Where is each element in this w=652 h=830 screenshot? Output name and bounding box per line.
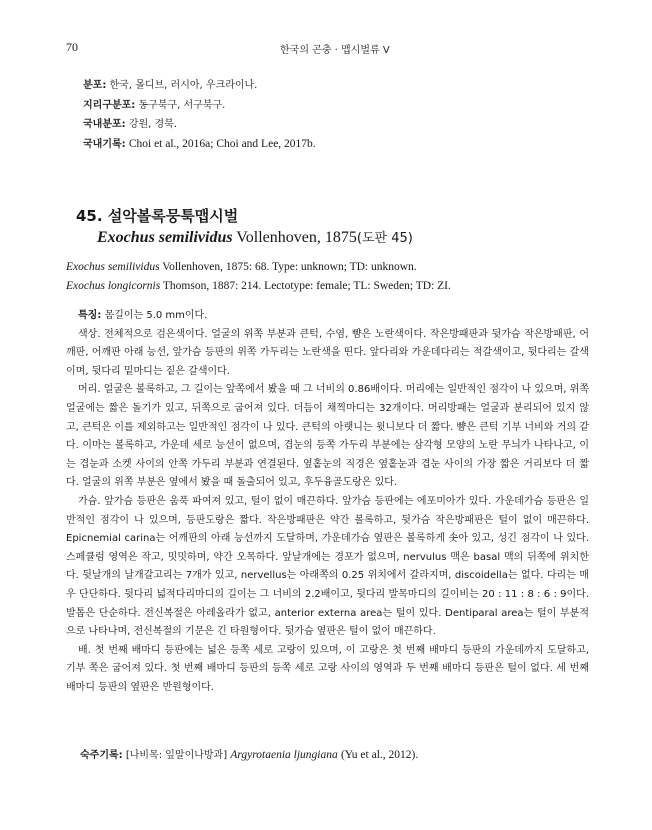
synonym-details: Vollenhoven, 1875: 68. Type: unknown; TD: unknown. xyxy=(159,261,417,273)
host-species: Argyrotaenia ljungiana xyxy=(230,749,338,761)
synonym-name: Exochus semilividus xyxy=(66,261,160,273)
synonym-details: Thomson, 1887: 214. Lectotype: female; TL: Sweden; TD: ZI. xyxy=(160,280,451,292)
species-korean-name: 설악볼록뭉툭맵시벌 xyxy=(107,207,239,225)
description-body xyxy=(66,307,589,697)
world-distribution-label: 분포: xyxy=(83,80,107,91)
zoogeographic-label: 지리구분포: xyxy=(83,99,136,111)
running-title: 한국의 곤충 · 맵시벌류 V xyxy=(280,45,390,56)
feature-value: 몸길이는 5.0 mm이다. xyxy=(101,310,208,321)
world-distribution xyxy=(83,76,316,96)
host-record xyxy=(80,746,418,761)
thorax-paragraph: 가슴. 앞가슴 등판은 움푹 파여져 있고, 털이 없이 매끈하다. 앞가슴 등판에는 에포미아가 있다. 가운데가슴 등판은 일반적인 점각이 나 있으며, 등판도랑은 짧다. 작은방패판은 약간 볼록하고, 뒷가슴 작은방패판은 털이 없이 매끈하다. Epicnemial carina는 어깨판의 아래 능선까지 도달하며, 가운데가슴 옆판은 볼록하게 솟아 있고, 성긴 점각이 나 있다. 스페큘럼 영역은 작고, 밋밋하며, 약간 오목하다. 앞날개에는 경포가 없으며, nervulus 맥은 basal 맥의 뒤쪽에 위치한다. 뒷날개의 날개갈고리는 7개가 있고, nervellus는 아래쪽의 0.25 위치에서 갈라지며, discoidella는 없다. 다리는 매우 단단하다. 뒷다리 넓적다리마디의 길이는 그 너비의 2.2배이고, 뒷다리 발목마디의 길이비는 20 : 11 : 8 : 6 : 9이다. 발톱은 단순하다. 전신복절은 아레올라가 없고, anterior externa area는 털이 있다. Dentiparal area는 털이 부분적으로 나타나며, 전신복절의 기문은 긴 타원형이다. 뒷가슴 옆판은 털이 없이 매끈하다. xyxy=(66,495,589,638)
domestic-record xyxy=(83,135,316,155)
world-distribution-value: 한국, 몰디브, 러시아, 우크라이나. xyxy=(109,80,258,91)
domestic-label: 국내분포: xyxy=(83,119,126,130)
species-heading xyxy=(76,206,413,249)
feature-paragraph xyxy=(66,307,589,326)
synonym-entry xyxy=(66,277,451,296)
color-paragraph: 색상. 전체적으로 검은색이다. 얼굴의 위쪽 부분과 큰턱, 수염, 뺨은 노란색이다. 작은방패판과 뒷가슴 작은방패판, 어깨판, 어깨판 아래 능선, 앞가슴 등판의 위쪽 가두리는 노란색을 띤다. 앞다리와 가운데다리는 적갈색이고, 뒷다리는 갈색이며, 뒷다리 밑마디는 짙은 갈색이다. xyxy=(66,328,589,377)
zoogeographic-distribution xyxy=(83,96,316,116)
synonym-entry xyxy=(66,258,451,277)
abdomen-paragraph: 배. 첫 번째 배마디 등판에는 넓은 등쪽 세로 고랑이 있으며, 이 고랑은 첫 번째 배마디 등판의 가운데까지 도달하고, 기부 쪽은 굽어져 있다. 첫 번째 배마디 등판의 등쪽 세로 고랑 사이의 영역과 두 번째 배마디 등판은 털이 없다. 세 번째 배마디 등판의 옆판은 반원형이다. xyxy=(66,644,589,693)
species-scientific-title xyxy=(97,227,413,249)
species-scientific-name: Exochus semilividus xyxy=(97,229,233,246)
host-group: [나비목: 잎말이나방과] xyxy=(125,750,228,761)
species-korean-title xyxy=(76,206,413,227)
page-number: 70 xyxy=(66,40,78,54)
zoogeographic-value: 동구북구, 서구북구. xyxy=(138,99,226,111)
feature-label: 특징: xyxy=(78,310,102,321)
species-plate: (도판 45) xyxy=(356,231,413,246)
domestic-distribution xyxy=(83,115,316,135)
species-author: Vollenhoven, 1875 xyxy=(236,229,357,246)
host-label: 숙주기록: xyxy=(80,750,123,761)
record-label: 국내기록: xyxy=(83,138,126,150)
record-value: Choi et al., 2016a; Choi and Lee, 2017b. xyxy=(128,137,316,150)
head-paragraph: 머리. 얼굴은 볼록하고, 그 길이는 앞쪽에서 봤을 때 그 너비의 0.86배이다. 머리에는 일반적인 점각이 나 있으며, 위쪽 얼굴에는 짧은 돌기가 있고, 뒤쪽으로 굽어져 있다. 더듬이 채찍마디는 32개이다. 머리방패는 얼굴과 분리되어 있지 않고, 큰턱은 이를 제외하고는 일반적인 점각이 나 있다. 큰턱의 아랫니는 윗니보다 더 짧다. 뺨은 큰턱 기부 너비와 거의 같다. 이마는 볼록하고, 가운데 세로 능선이 없으며, 겹눈의 등쪽 가두리 부분에는 삼각형 모양의 노란 무늬가 나타나고, 이는 겹눈과 소켓 사이의 안쪽 가두리 부분과 연결된다. 옆홑눈의 직경은 옆홑눈과 겹눈 사이의 가장 짧은 거리보다 더 짧다. 얼굴의 위쪽 부분은 옆에서 봤을 때 돌출되어 있고, 후두융골도랑은 있다. xyxy=(66,384,589,489)
species-number: 45. xyxy=(76,207,103,225)
synonym-name: Exochus longicornis xyxy=(66,280,161,292)
distribution-block xyxy=(83,76,316,154)
synonym-list xyxy=(66,258,451,296)
host-reference: (Yu et al., 2012). xyxy=(340,749,419,761)
domestic-value: 강원, 경북. xyxy=(128,119,178,130)
